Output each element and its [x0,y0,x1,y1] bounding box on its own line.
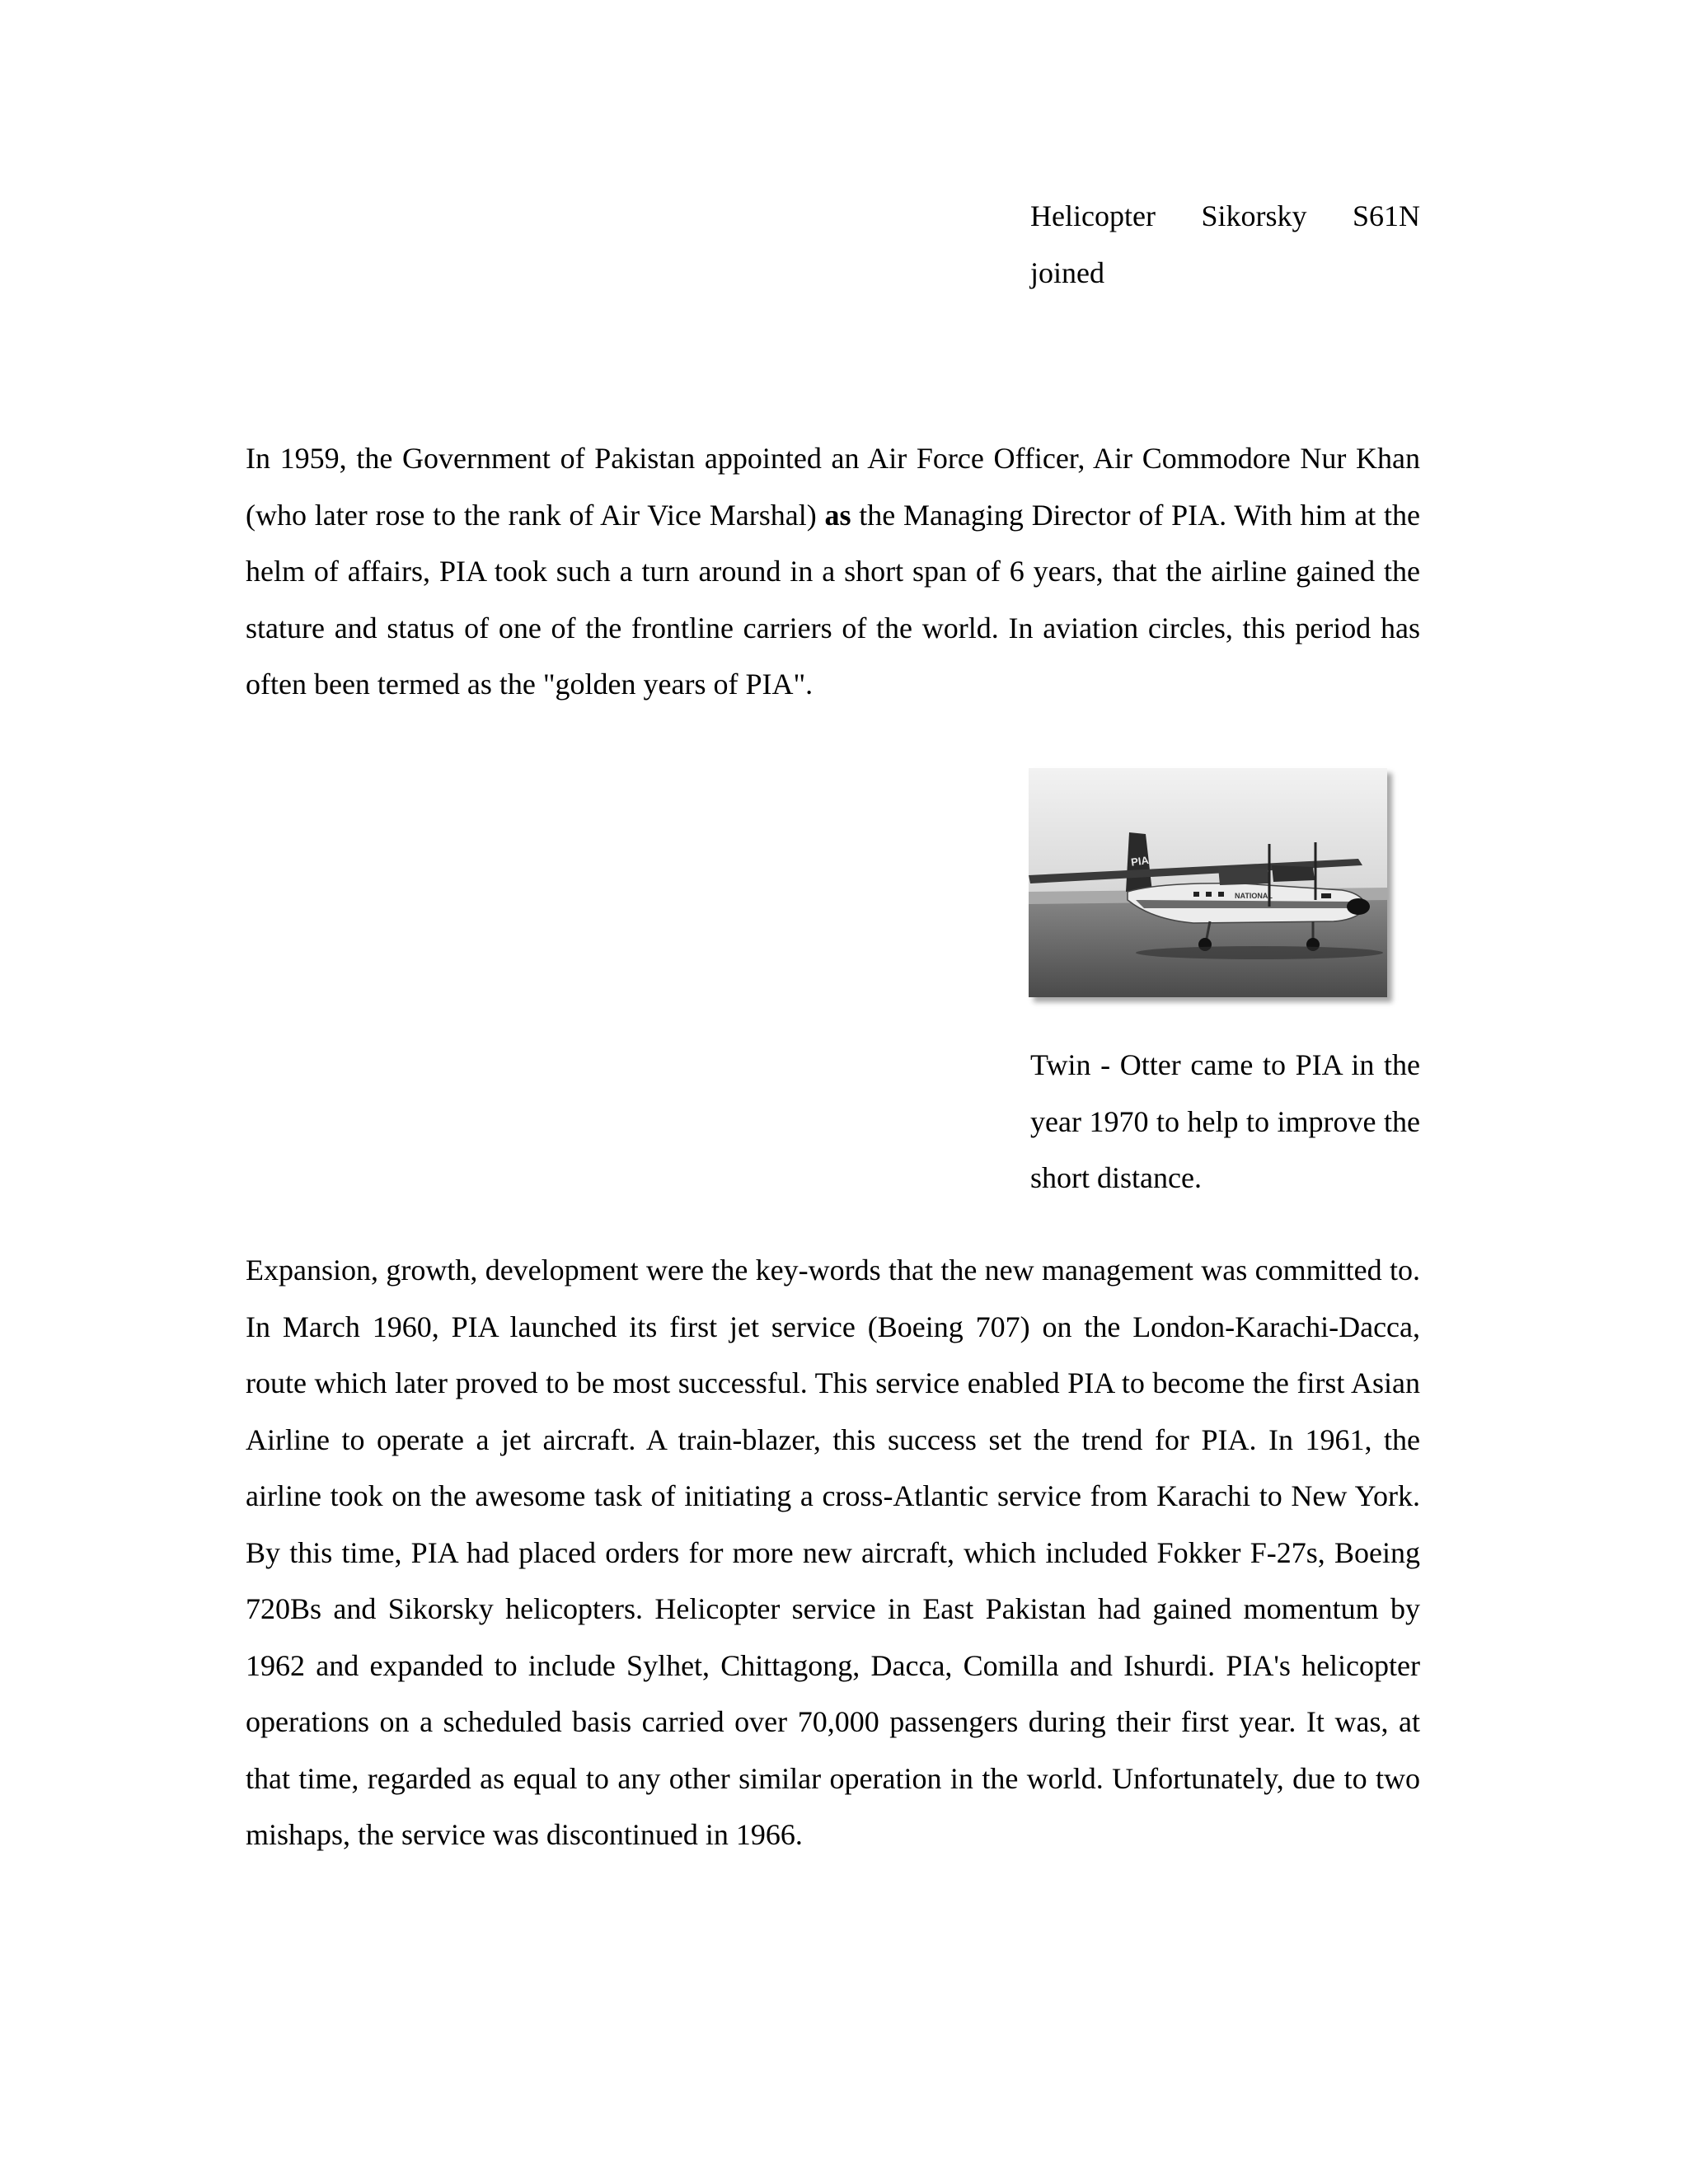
twin-otter-photo [1029,768,1387,997]
right-engine [1272,865,1315,882]
paragraph-expansion: Expansion, growth, development were the key-words that the new management was committed to. In March 1960, PIA launched its first jet service (Boeing 707) on the London-Karachi-Dacca, route which later proved to be most successful. This service enabled PIA to become the first Asian Airline to operate a jet aircraft. A train-blazer, this success set the trend for PIA. In 1961, the airline took on the awesome task of initiating a cross-Atlantic service from Karachi to New York. By this time, PIA had placed orders for more new aircraft, which included Fokker F-27s, Boeing 720Bs and Sikorsky helicopters. Helicopter service in East Pakistan had gained momentum by 1962 and expanded to include Sylhet, Chittagong, Dacca, Comilla and Ishurdi. PIA's helicopter operations on a scheduled basis carried over 70,000 passengers during their first year. It was, at that time, regarded as equal to any other similar operation in the world. Unfortunately, due to two mishaps, the service was discontinued in 1966. [246,1254,1420,1851]
helicopter-caption: Helicopter Sikorsky S61N joined [1030,199,1420,289]
nose-cone [1347,898,1370,915]
paragraph-1-bold-word: as [824,498,851,532]
tail-logo-text: PIA [1130,853,1150,869]
paragraph-1-text-a: In 1959, the Government of Pakistan appointed an Air Force Officer, Air Commodore Nur Khan (who later rose to the rank of Air Vice Marshal) [246,442,1420,532]
paragraph-1-text-b: the Managing Director of PIA. With him at the helm of affairs, PIA took such a turn around in a short span of 6 years, that the airline gained the stature and status of one of the frontline carriers of the world. In aviation circles, this period has often been termed as the "golden years of PIA". [246,498,1420,701]
paragraph-nur-khan [246,430,1420,713]
left-engine [1218,867,1269,885]
fuselage-text: NATIONAL [1235,892,1273,900]
twin-otter-caption: Twin - Otter came to PIA in the year 1970 to help to improve the short distance. [1030,1048,1420,1194]
aircraft-shadow [1136,946,1383,959]
twin-otter-image [1029,768,1387,997]
